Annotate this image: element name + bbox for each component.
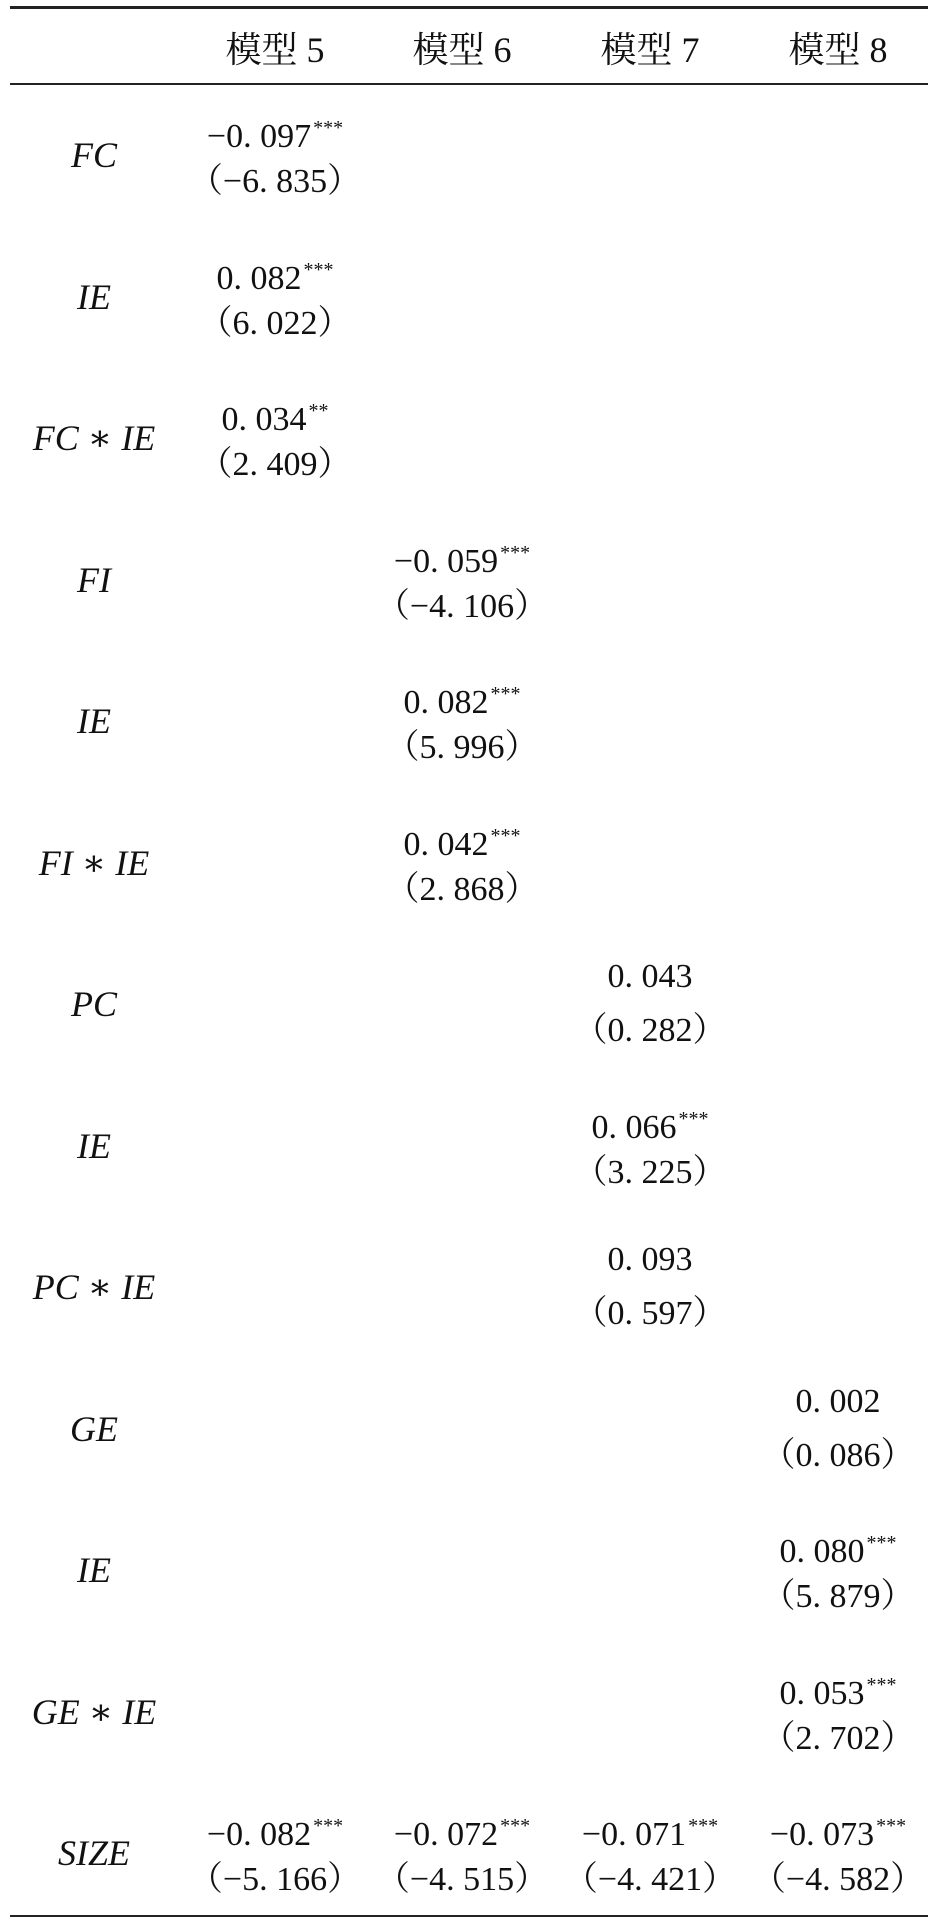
row-label: PC ∗ IE <box>32 1267 156 1307</box>
coefficient <box>368 670 556 721</box>
t-statistic: （−4. 515） <box>375 1861 549 1898</box>
coefficient <box>181 104 369 155</box>
significance-stars: *** <box>688 1815 719 1837</box>
row-label: FI <box>77 559 111 600</box>
top-rule <box>10 6 928 9</box>
coefficient-value: 0. 042 <box>403 825 489 863</box>
significance-stars: *** <box>313 1815 344 1837</box>
t-statistic: （2. 409） <box>198 446 352 483</box>
coefficient-value: 0. 034 <box>221 401 307 438</box>
coefficient <box>744 1661 932 1712</box>
t-statistic: （−4. 106） <box>375 587 549 625</box>
coefficient-value: −0. 082 <box>206 1816 312 1853</box>
table-cell <box>181 387 369 491</box>
t-statistic: （3. 225） <box>573 1153 727 1191</box>
table-cell <box>368 529 556 633</box>
t-statistic: （−6. 835） <box>188 163 362 200</box>
header-rule <box>10 83 928 85</box>
row-label: IE <box>77 701 111 741</box>
t-statistic: （2. 702） <box>761 1719 915 1757</box>
column-header: 模型 8 <box>788 29 888 70</box>
table-cell <box>744 1378 932 1482</box>
row-label: PC <box>70 984 117 1024</box>
column-header: 模型 6 <box>412 29 512 70</box>
table-cell <box>368 1802 556 1906</box>
coefficient-value: 0. 002 <box>795 1382 881 1420</box>
coefficient <box>744 1802 932 1853</box>
coefficient-value: −0. 072 <box>393 1816 499 1853</box>
column-header: 模型 7 <box>600 29 700 70</box>
coefficient-value: 0. 053 <box>779 1674 865 1712</box>
coefficient <box>556 953 744 1001</box>
coefficient-value: 0. 080 <box>779 1533 865 1570</box>
coefficient-value: 0. 093 <box>607 1241 693 1278</box>
row-label: IE <box>77 1550 111 1590</box>
row-label: IE <box>77 1125 111 1166</box>
coefficient-value: −0. 059 <box>393 542 499 580</box>
significance-stars: *** <box>866 1532 897 1554</box>
t-statistic: （0. 282） <box>573 1012 727 1049</box>
significance-stars: *** <box>500 1815 531 1837</box>
table-cell <box>744 1802 932 1906</box>
significance-stars: *** <box>313 117 344 139</box>
coefficient-value: 0. 082 <box>403 684 489 721</box>
t-statistic: （−4. 582） <box>751 1861 925 1898</box>
table-cell <box>181 104 369 208</box>
coefficient <box>181 1802 369 1853</box>
coefficient <box>368 529 556 580</box>
coefficient-value: 0. 066 <box>591 1108 677 1146</box>
significance-stars: *** <box>678 1107 709 1130</box>
coefficient <box>368 812 556 863</box>
table-cell <box>556 1095 744 1199</box>
t-statistic: （−4. 421） <box>563 1861 737 1898</box>
significance-stars: *** <box>866 1673 897 1696</box>
coefficient <box>556 1802 744 1853</box>
row-label: FI ∗ IE <box>38 842 150 883</box>
table-cell <box>181 246 369 350</box>
row-label: GE ∗ IE <box>31 1691 157 1732</box>
coefficient <box>181 246 369 297</box>
t-statistic: （−5. 166） <box>188 1861 362 1898</box>
table-cell <box>556 953 744 1057</box>
coefficient-value: −0. 073 <box>769 1816 875 1853</box>
table-cell <box>368 670 556 774</box>
coefficient-value: 0. 043 <box>607 958 693 995</box>
table-cell <box>744 1661 932 1765</box>
t-statistic: （6. 022） <box>198 304 352 342</box>
row-label: FC <box>70 135 117 175</box>
t-statistic: （0. 086） <box>761 1436 915 1474</box>
bottom-rule <box>10 1915 928 1917</box>
coefficient-value: 0. 082 <box>216 259 302 297</box>
row-label: FC ∗ IE <box>32 418 156 458</box>
column-header: 模型 5 <box>225 29 325 70</box>
table-cell <box>556 1802 744 1906</box>
coefficient <box>744 1378 932 1426</box>
t-statistic: （0. 597） <box>573 1295 727 1332</box>
significance-stars: *** <box>490 824 521 847</box>
table-cell <box>744 1519 932 1623</box>
row-label: IE <box>77 276 111 317</box>
coefficient-value: −0. 071 <box>581 1816 687 1853</box>
coefficient <box>556 1095 744 1146</box>
table-cell <box>368 812 556 916</box>
t-statistic: （5. 996） <box>385 729 539 766</box>
significance-stars: *** <box>490 683 521 705</box>
table-cell <box>556 1236 744 1340</box>
row-label: SIZE <box>58 1833 130 1873</box>
coefficient <box>181 387 369 438</box>
significance-stars: *** <box>303 258 334 281</box>
row-label: GE <box>70 1408 118 1449</box>
coefficient-value: −0. 097 <box>206 118 312 155</box>
t-statistic: （2. 868） <box>385 870 539 908</box>
coefficient <box>556 1236 744 1284</box>
table-cell <box>181 1802 369 1906</box>
coefficient <box>744 1519 932 1570</box>
significance-stars: ** <box>308 400 329 422</box>
significance-stars: *** <box>500 541 531 564</box>
t-statistic: （5. 879） <box>761 1578 915 1615</box>
significance-stars: *** <box>876 1815 907 1837</box>
coefficient <box>368 1802 556 1853</box>
